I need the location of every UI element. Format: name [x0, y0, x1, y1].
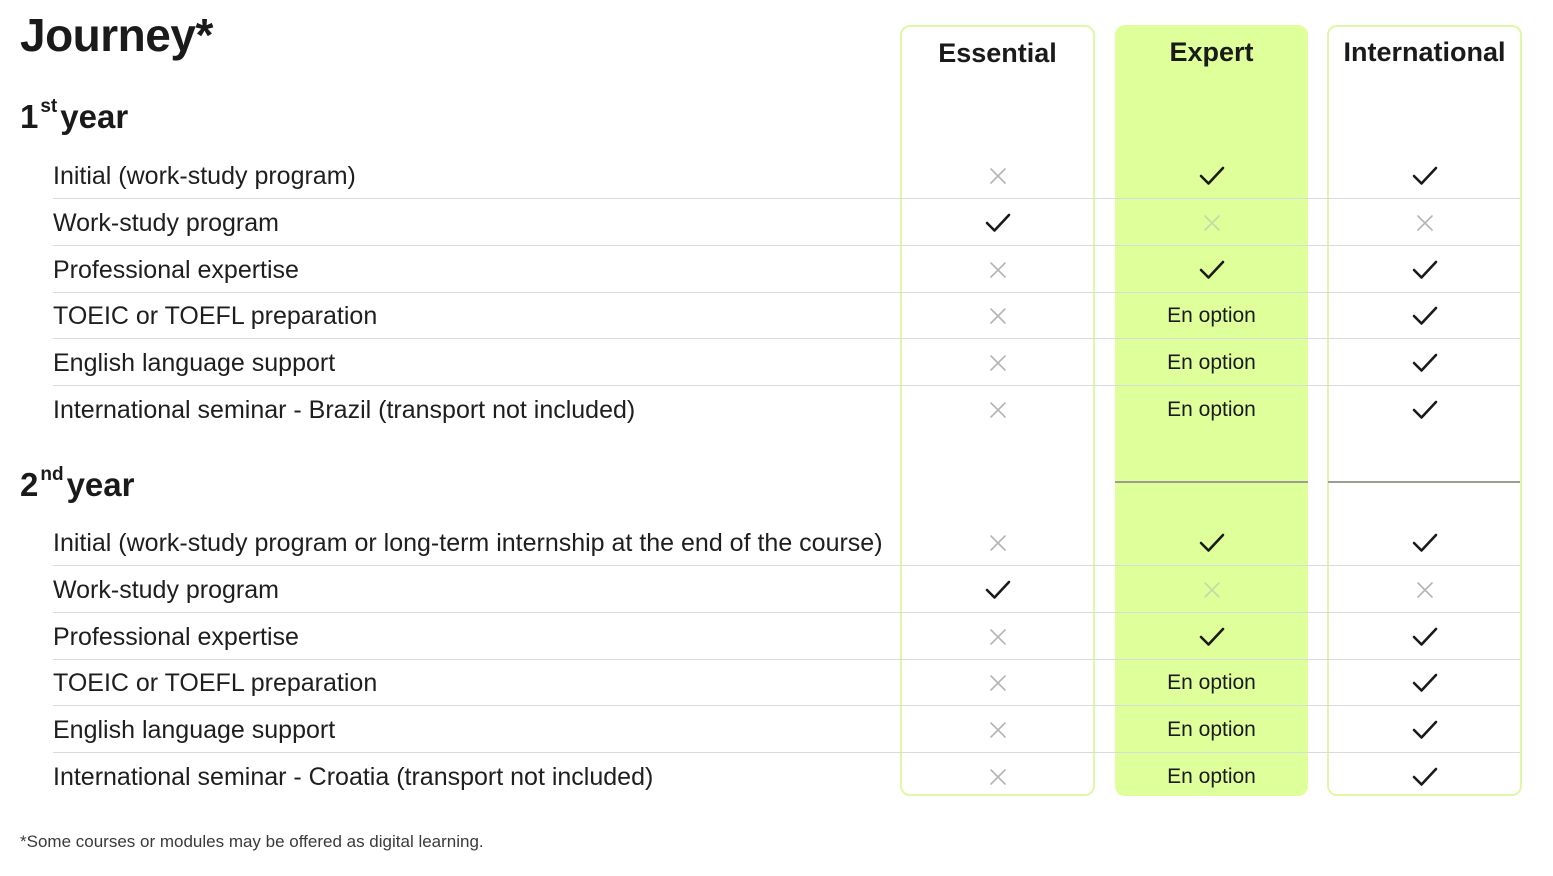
option-cell [1115, 754, 1308, 800]
checkmark-icon [1327, 660, 1522, 706]
table-row [0, 754, 1553, 800]
row-label: Work-study program [53, 575, 279, 604]
table-row [0, 614, 1553, 660]
checkmark-icon [1115, 153, 1308, 199]
checkmark-icon [1327, 340, 1522, 386]
option-cell [1115, 387, 1308, 433]
checkmark-icon [900, 200, 1095, 246]
row-label: TOEIC or TOEFL preparation [53, 302, 378, 331]
expert-year-divider [1115, 481, 1308, 483]
international-year-divider [1328, 481, 1520, 483]
cross-icon [1327, 567, 1522, 613]
column-header-expert: Expert [1169, 37, 1254, 67]
row-label: TOEIC or TOEFL preparation [53, 669, 378, 698]
cross-icon [1115, 567, 1308, 613]
option-label: En option [1167, 351, 1256, 375]
cross-icon [900, 153, 1095, 199]
checkmark-icon [1327, 520, 1522, 566]
cross-icon [1327, 200, 1522, 246]
cross-icon [900, 707, 1095, 753]
checkmark-icon [1327, 387, 1522, 433]
cross-icon [900, 660, 1095, 706]
table-row [0, 567, 1553, 613]
year-heading [20, 98, 128, 136]
table-row [0, 293, 1553, 339]
cross-icon [900, 340, 1095, 386]
row-label: Work-study program [53, 208, 279, 237]
checkmark-icon [1115, 614, 1308, 660]
table-row [0, 707, 1553, 753]
row-label: Professional expertise [53, 255, 299, 284]
option-label: En option [1167, 718, 1256, 742]
checkmark-icon [1327, 247, 1522, 293]
checkmark-icon [1327, 614, 1522, 660]
table-row [0, 247, 1553, 293]
option-cell [1115, 707, 1308, 753]
year-number: 2 [20, 466, 39, 503]
option-label: En option [1167, 398, 1256, 421]
row-label: English language support [53, 716, 336, 745]
table-row [0, 387, 1553, 433]
cross-icon [900, 387, 1095, 433]
table-row [0, 340, 1553, 386]
year-ordinal-suffix: nd [40, 464, 64, 485]
option-label: En option [1167, 765, 1256, 788]
checkmark-icon [1327, 707, 1522, 753]
cross-icon [900, 614, 1095, 660]
column-header-international: International [1343, 37, 1506, 67]
row-label: Professional expertise [53, 622, 299, 651]
table-row [0, 660, 1553, 706]
checkmark-icon [1115, 247, 1308, 293]
option-cell [1115, 660, 1308, 706]
row-label: Initial (work-study program or long-term internship at the end of the course) [53, 529, 883, 557]
row-label: Initial (work-study program) [53, 162, 356, 190]
footnote: *Some courses or modules may be offered as digital learning. [20, 832, 484, 851]
option-cell [1115, 340, 1308, 386]
option-label: En option [1167, 304, 1256, 328]
option-cell [1115, 293, 1308, 339]
year-label: year [60, 98, 129, 135]
checkmark-icon [1327, 153, 1522, 199]
year-heading [20, 466, 134, 504]
cross-icon [900, 754, 1095, 800]
cross-icon [900, 520, 1095, 566]
checkmark-icon [1115, 520, 1308, 566]
year-number: 1 [20, 98, 39, 135]
column-header-essential: Essential [938, 38, 1057, 68]
checkmark-icon [1327, 293, 1522, 339]
checkmark-icon [900, 567, 1095, 613]
row-label: International seminar - Croatia (transport not included) [53, 763, 654, 791]
cross-icon [1115, 200, 1308, 246]
cross-icon [900, 247, 1095, 293]
table-row [0, 153, 1553, 199]
table-row [0, 520, 1553, 566]
checkmark-icon [1327, 754, 1522, 800]
row-label: International seminar - Brazil (transport not included) [53, 396, 636, 424]
table-row [0, 200, 1553, 246]
page-title: Journey* [20, 9, 213, 61]
option-label: En option [1167, 671, 1256, 695]
year-label: year [66, 466, 135, 503]
row-label: English language support [53, 349, 336, 378]
year-ordinal-suffix: st [40, 96, 58, 117]
cross-icon [900, 293, 1095, 339]
